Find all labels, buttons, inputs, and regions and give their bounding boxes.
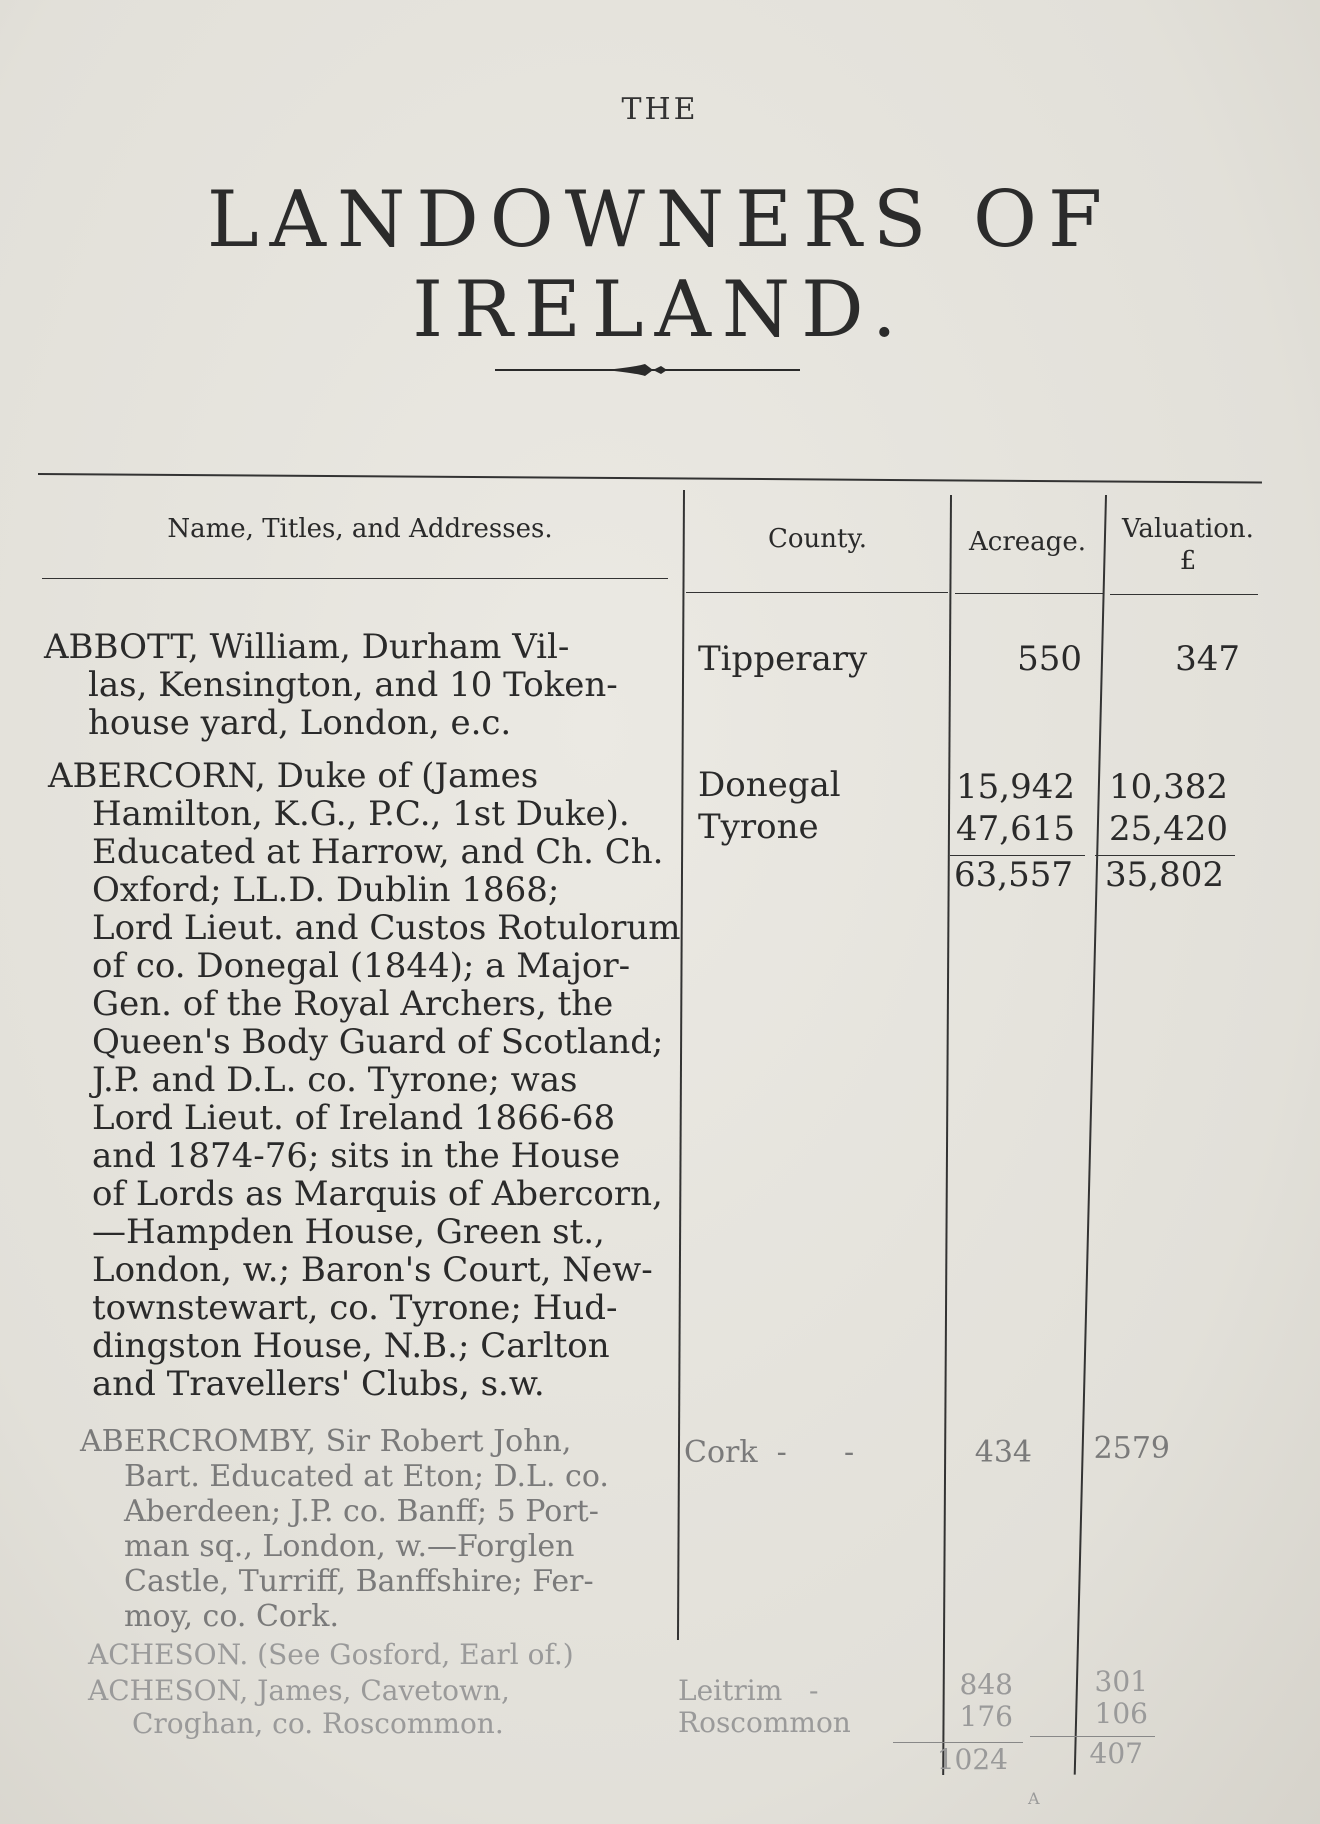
entry-line: Lord Lieut. and Custos Rotulorum [92,908,681,948]
county-cell: Donegal [698,765,841,805]
entry-line: of Lords as Marquis of Abercorn, [92,1174,663,1214]
entry-line: Castle, Turriff, Banffshire; Fer- [124,1564,594,1599]
entry-line: man sq., London, w.—Forglen [124,1529,575,1564]
entry-abercorn [48,757,680,1403]
ornament-divider [495,358,800,382]
entry-line: and 1874-76; sits in the House [92,1136,621,1176]
entry-acheson-james [88,1674,510,1740]
entry-line: ABBOTT, William, Durham Vil- [44,627,570,667]
valuation-cell: 301 [1094,1665,1148,1698]
acreage-cell: 848 [959,1668,1013,1701]
column-rule-3 [1074,495,1107,1775]
entry-line: ABERCROMBY, Sir Robert John, [80,1424,572,1459]
entry-line: and Travellers' Clubs, s.w. [92,1364,545,1404]
entry-line: Educated at Harrow, and Ch. Ch. [92,832,664,872]
entry-line: townstewart, co. Tyrone; Hud- [92,1288,618,1328]
entry-line: Aberdeen; J.P. co. Banff; 5 Port- [124,1494,599,1529]
header-valuation: Valuation. [1122,514,1254,544]
entry-line: las, Kensington, and 10 Token- [88,665,618,705]
valuation-total: 35,802 [1105,855,1224,895]
entry-line: dingston House, N.B.; Carlton [92,1326,610,1366]
entry-line: —Hampden House, Green st., [92,1212,605,1252]
entry-line: Oxford; LL.D. Dublin 1868; [92,870,560,910]
title-article: THE [621,92,699,127]
acreage-cell: 550 [1017,639,1082,679]
entry-line: house yard, London, e.c. [88,703,512,743]
entry-line: Gen. of the Royal Archers, the [92,984,614,1024]
page-title: LANDOWNERS OF IRELAND. [206,175,1114,355]
header-acreage: Acreage. [969,527,1086,557]
county-cell: Roscommon [678,1706,851,1739]
valuation-header-rule [1110,594,1258,595]
county-header-rule [686,592,948,593]
header-name: Name, Titles, and Addresses. [167,514,553,544]
name-header-rule [42,578,668,579]
entry-line: ACHESON, James, Cavetown, [88,1674,510,1707]
valuation-cell: 10,382 [1109,767,1228,807]
header-county: County. [768,524,867,554]
entry-line: Lord Lieut. of Ireland 1866-68 [92,1098,616,1138]
acreage-total: 1024 [936,1743,1008,1776]
entry-line: Hamilton, K.G., P.C., 1st Duke). [92,794,630,834]
entry-abercromby [80,1424,609,1634]
header-valuation-unit: £ [1179,546,1197,576]
acreage-cell: 15,942 [956,767,1075,807]
entry-acheson-see [88,1638,574,1671]
county-cell: Cork - - [684,1435,855,1470]
valuation-cell: 106 [1094,1697,1148,1730]
signature-mark: A [1028,1789,1040,1808]
entry-line: ACHESON. (See Gosford, Earl of.) [88,1638,574,1671]
valuation-cell: 2579 [1093,1431,1170,1466]
entry-line: Queen's Body Guard of Scotland; [92,1022,664,1062]
entry-line: J.P. and D.L. co. Tyrone; was [92,1060,578,1100]
acreage-total: 63,557 [954,855,1073,895]
entry-line: ABERCORN, Duke of (James [48,756,539,796]
acreage-cell: 176 [959,1700,1013,1733]
county-cell: Leitrim - [678,1674,819,1707]
acreage-header-rule [955,593,1103,594]
county-cell: Tyrone [698,807,819,847]
acreage-cell: 434 [974,1435,1032,1470]
entry-abbott [44,628,618,742]
county-cell: Tipperary [698,639,868,679]
entry-line: Croghan, co. Roscommon. [132,1707,504,1740]
valuation-cell: 347 [1175,639,1240,679]
column-rule-2 [942,495,952,1775]
valuation-cell: 25,420 [1109,809,1228,849]
entry-line: moy, co. Cork. [124,1599,340,1634]
table-top-rule [38,473,1262,484]
valuation-total: 407 [1089,1737,1143,1770]
acreage-cell: 47,615 [956,809,1075,849]
entry-line: London, w.; Baron's Court, New- [92,1250,653,1290]
entry-line: of co. Donegal (1844); a Major- [92,946,631,986]
entry-line: Bart. Educated at Eton; D.L. co. [124,1459,609,1494]
